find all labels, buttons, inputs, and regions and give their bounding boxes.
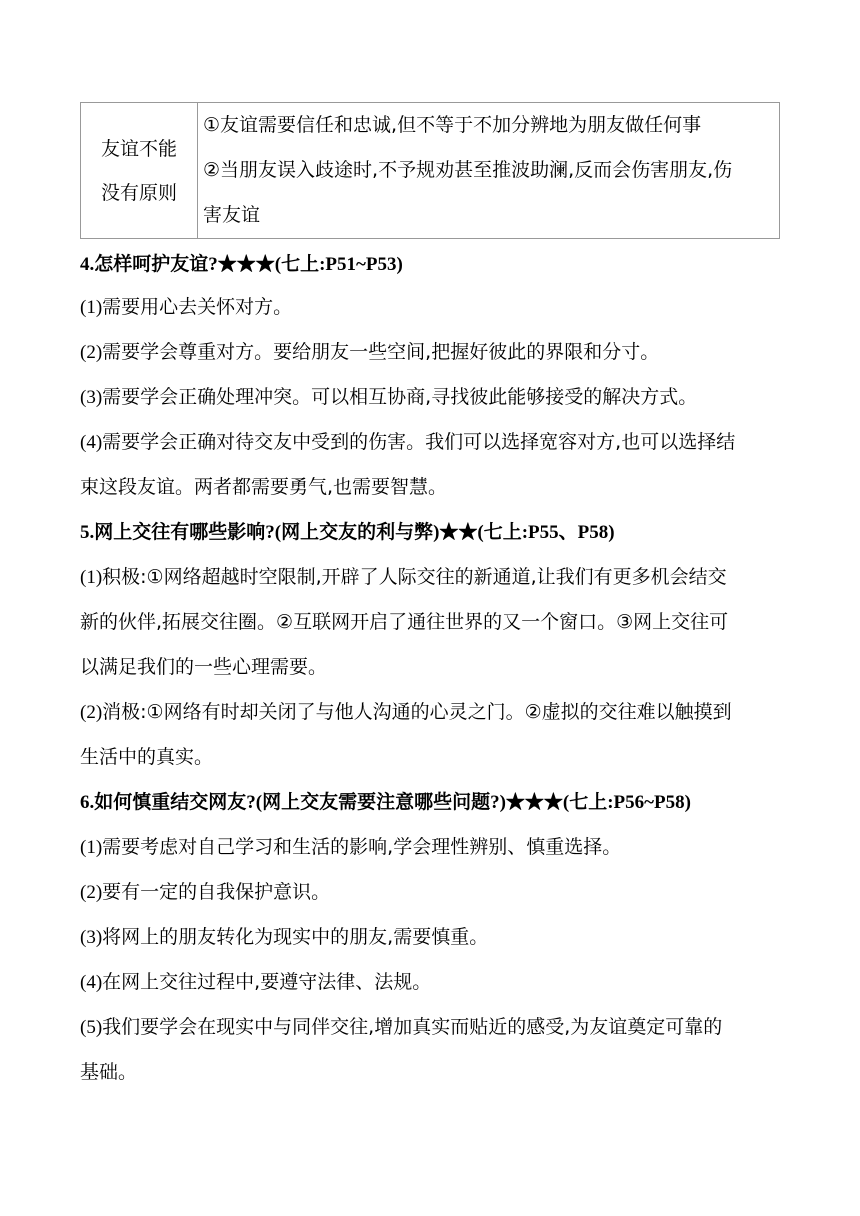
item-text-continued: 基础。 <box>80 1061 138 1083</box>
section-4 <box>80 250 782 280</box>
item-text: 需要用心去关怀对方。 <box>102 296 293 318</box>
table-content-line: ②当朋友误入歧途时,不予规劝甚至推波助澜,反而会伤害朋友,伤 <box>203 159 733 181</box>
item-text: 需要学会正确对待交友中受到的伤害。我们可以选择宽容对方,也可以选择结 <box>102 431 736 453</box>
item-number: (5) <box>80 1017 103 1038</box>
list-item <box>80 375 782 420</box>
table-label-line: 友谊不能 <box>100 137 177 160</box>
list-item <box>80 690 782 780</box>
principle-table <box>80 102 780 239</box>
item-number: (1) <box>80 297 103 318</box>
list-item <box>80 555 782 690</box>
list-item <box>80 870 782 915</box>
list-item <box>80 915 782 960</box>
table-content-cell <box>198 103 780 239</box>
section-6 <box>80 788 782 818</box>
list-item <box>80 285 782 330</box>
section-title: 6.如何慎重结交网友?(网上交友需要注意哪些问题?)★★★(七上:P56~P58) <box>80 792 691 813</box>
item-text: 需要学会正确处理冲突。可以相互协商,寻找彼此能够接受的解决方式。 <box>102 386 698 408</box>
item-text: 要有一定的自我保护意识。 <box>102 881 331 903</box>
item-number: (2) <box>80 702 103 723</box>
list-item <box>80 330 782 375</box>
section-title: 5.网上交往有哪些影响?(网上交友的利与弊)★★(七上:P55、P58) <box>80 522 615 543</box>
list-item <box>80 960 782 1005</box>
section-5-items <box>80 555 782 780</box>
list-item <box>80 825 782 870</box>
item-number: (2) <box>80 342 103 363</box>
item-text: 我们要学会在现实中与同伴交往,增加真实而贴近的感受,为友谊奠定可靠的 <box>102 1016 723 1038</box>
item-text: 需要学会尊重对方。要给朋友一些空间,把握好彼此的界限和分寸。 <box>102 341 660 363</box>
item-text: 将网上的朋友转化为现实中的朋友,需要慎重。 <box>102 926 489 948</box>
list-item <box>80 1005 782 1095</box>
table-content-line: 害友谊 <box>203 204 261 226</box>
table-label-line: 没有原则 <box>100 181 177 204</box>
table-row <box>81 103 780 239</box>
item-text: 需要考虑对自己学习和生活的影响,学会理性辨别、慎重选择。 <box>102 836 622 858</box>
item-text-continued: 新的伙伴,拓展交往圈。②互联网开启了通往世界的又一个窗口。③网上交往可 <box>80 611 729 633</box>
item-text: 积极:①网络超越时空限制,开辟了人际交往的新通道,让我们有更多机会结交 <box>102 566 727 588</box>
section-title: 4.怎样呵护友谊?★★★(七上:P51~P53) <box>80 254 403 275</box>
section-6-items <box>80 825 782 1095</box>
item-number: (1) <box>80 837 103 858</box>
item-text: 消极:①网络有时却关闭了与他人沟通的心灵之门。②虚拟的交往难以触摸到 <box>102 701 732 723</box>
section-5 <box>80 518 782 548</box>
table-content-line: ①友谊需要信任和忠诚,但不等于不加分辨地为朋友做任何事 <box>203 114 702 136</box>
item-text-continued: 生活中的真实。 <box>80 746 214 768</box>
table-label-cell <box>81 103 198 239</box>
item-number: (3) <box>80 927 103 948</box>
item-number: (3) <box>80 387 103 408</box>
item-number: (4) <box>80 432 103 453</box>
item-text-continued: 以满足我们的一些心理需要。 <box>80 656 328 678</box>
section-4-items <box>80 285 782 510</box>
item-number: (4) <box>80 972 103 993</box>
list-item <box>80 420 782 510</box>
item-text-continued: 束这段友谊。两者都需要勇气,也需要智慧。 <box>80 476 448 498</box>
item-text: 在网上交往过程中,要遵守法律、法规。 <box>102 971 432 993</box>
item-number: (2) <box>80 882 103 903</box>
item-number: (1) <box>80 567 103 588</box>
